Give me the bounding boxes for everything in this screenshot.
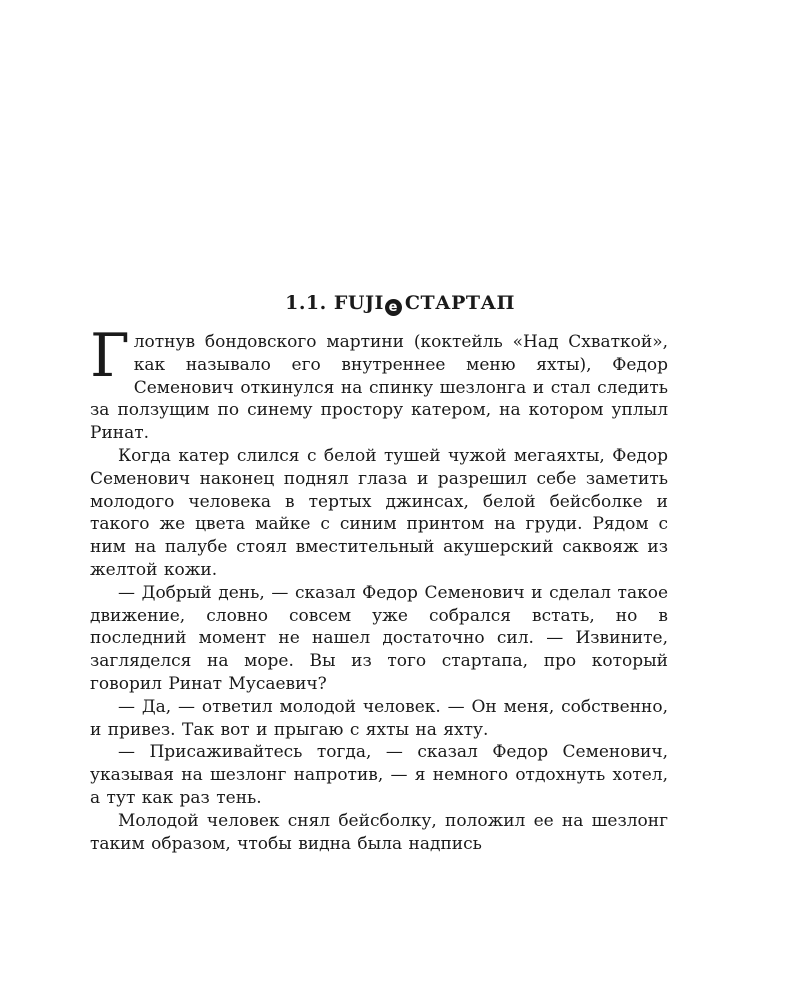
paragraph-6: Молодой человек снял бейсболку, положил ее на шезлонг таким образом, чтобы видна была надпись [90,810,668,854]
drop-cap: Г [90,321,130,391]
paragraph-4: — Да, — ответил молодой человек. — Он меня, собственно, и привез. Так вот и прыгаю с яхты на яхту. [90,696,668,740]
paragraph-5: — Присаживайтесь тогда, — сказал Федор Семенович, указывая на шезлонг напротив, — я немного отдохнуть хотел, а тут как раз тень. [90,742,668,808]
fuji-logo-icon: e [385,299,402,316]
paragraph-3: — Добрый день, — сказал Федор Семенович и сделал такое движение, словно совсем уже собрался встать, но в последний момент не нашел достаточно сил. — Извините, загляделся на море. Вы из того стартапа, про который говорил Ринат Мусаевич? [90,582,668,694]
paragraph-2: Когда катер слился с белой тушей чужой мегаяхты, Федор Семенович наконец поднял глаза и разрешил себе заметить молодого человека в тертых джинсах, белой бейсболке и такого же цвета майке с синим принтом на груди. Рядом с ним на палубе стоял вместительный акушерский саквояж из желтой кожи. [90,445,668,580]
chapter-body [90,321,668,855]
chapter-title-suffix: СТАРТАП [404,292,515,314]
chapter-heading [0,289,800,317]
chapter-number: 1.1. [285,292,327,314]
paragraph-1-text: лотнув бондовского мартини (коктейль «Над Схваткой», как называло его внутреннее меню яхты), Федор Семенович откинулся на спинку шезлонга и стал следить за ползущим по синему простору катером, на котором уплыл Ринат. [90,332,668,444]
chapter-title-prefix: FUJI [333,292,384,314]
paragraph-1 [90,321,668,445]
